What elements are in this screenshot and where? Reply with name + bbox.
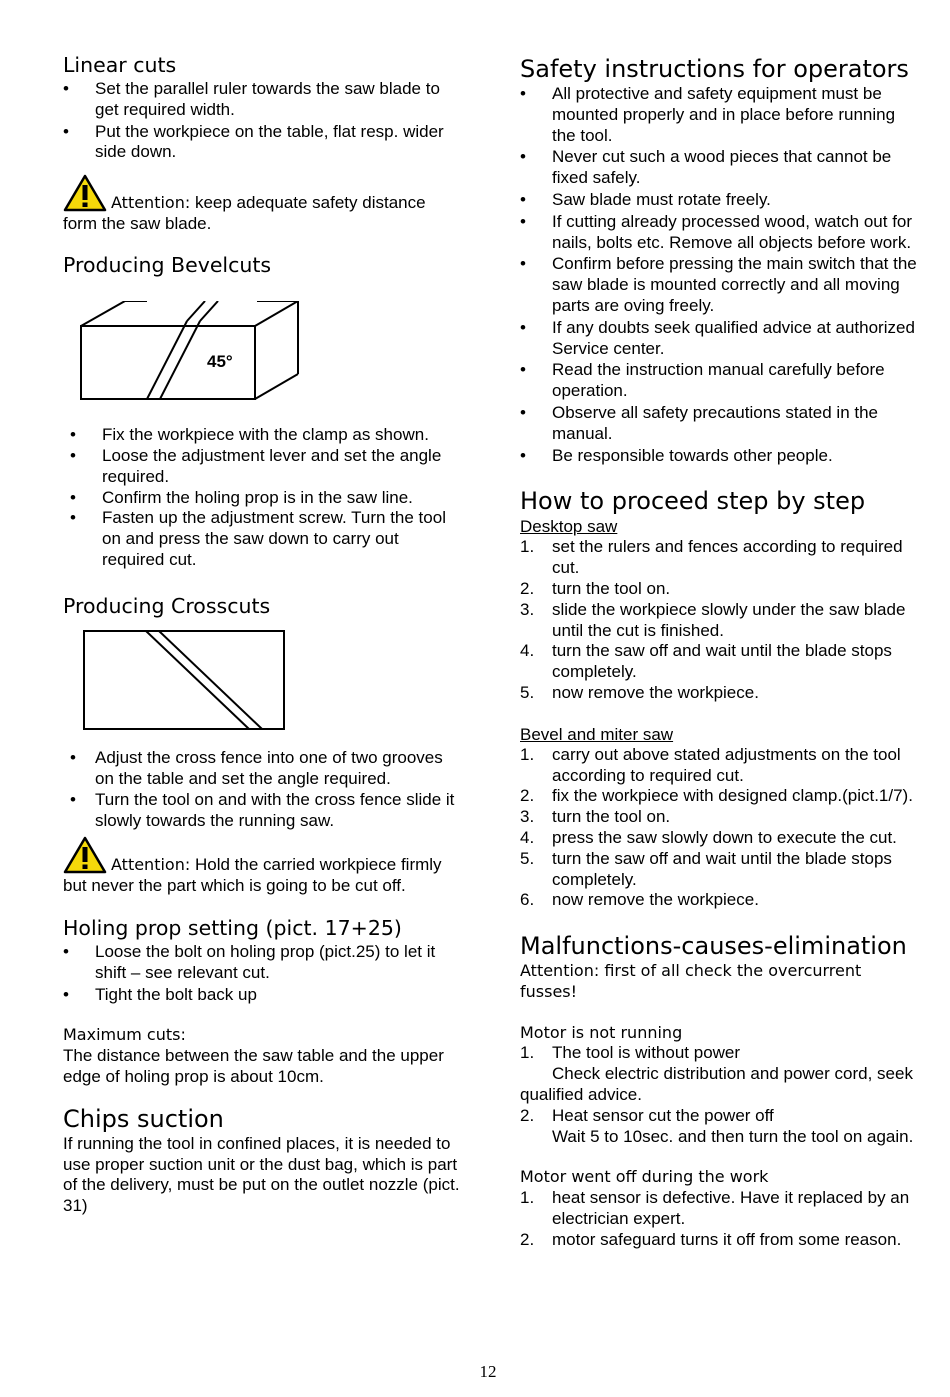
list-item: • Fix the workpiece with the clamp as shown. bbox=[70, 425, 429, 445]
list-item: 1. The tool is without power bbox=[520, 1043, 741, 1063]
list-item: • Set the parallel ruler towards the saw blade to get required width. bbox=[63, 79, 440, 119]
fix-text: Check electric distribution and power cord, seek qualified advice. bbox=[520, 1064, 913, 1105]
motor-went-off-label: Motor went off during the work bbox=[520, 1167, 769, 1187]
malfunctions-heading: Malfunctions-causes-elimination bbox=[520, 932, 907, 961]
step-by-step-heading: How to proceed step by step bbox=[520, 487, 866, 516]
motor-went-off-list bbox=[520, 1188, 920, 1250]
desktop-saw-steps bbox=[520, 537, 920, 703]
list-item: • Adjust the cross fence into one of two grooves on the table and set the angle required. bbox=[70, 747, 443, 788]
maximum-cuts-text: The distance between the saw table and the upper edge of holing prop is about 10cm. bbox=[63, 1046, 444, 1086]
list-item: • Fasten up the adjustment screw. Turn the tool on and press the saw down to carry out required cut. bbox=[70, 508, 446, 569]
crosscuts-warning: Attention: Hold the carried workpiece firmly but never the part which is going to be cut off. bbox=[63, 836, 461, 896]
linear-cuts-heading: Linear cuts bbox=[63, 53, 177, 77]
list-item: • If any doubts seek qualified advice at authorized Service center. bbox=[520, 317, 915, 358]
list-item: • All protective and safety equipment must be mounted properly and in place before running the tool. bbox=[520, 84, 896, 145]
crosscut-diagram bbox=[81, 628, 291, 734]
list-item: 2. Heat sensor cut the power off bbox=[520, 1105, 774, 1125]
list-item: • Turn the tool on and with the cross fence slide it slowly towards the running saw. bbox=[70, 790, 455, 831]
maximum-cuts-label: Maximum cuts: bbox=[63, 1025, 186, 1045]
fix-text: Wait 5 to 10sec. and then turn the tool on again. bbox=[552, 1126, 914, 1146]
list-item: 5. now remove the workpiece. bbox=[520, 682, 759, 702]
list-item: • If cutting already processed wood, watch out for nails, bolts etc. Remove all objects before work. bbox=[520, 211, 913, 252]
list-item: • Confirm the holing prop is in the saw line. bbox=[70, 487, 413, 507]
linear-cuts-list bbox=[63, 79, 461, 163]
list-item: 2. turn the tool on. bbox=[520, 578, 671, 598]
list-item: 4. turn the saw off and wait until the blade stops completely. bbox=[520, 641, 892, 682]
left-column bbox=[63, 52, 461, 1217]
list-item: 1. set the rulers and fences according to required cut. bbox=[520, 537, 903, 578]
list-item: 6. now remove the workpiece. bbox=[520, 890, 759, 910]
list-item: • Put the workpiece on the table, flat resp. wider side down. bbox=[63, 121, 444, 162]
list-item: 3. slide the workpiece slowly under the saw blade until the cut is finished. bbox=[520, 599, 906, 640]
desktop-saw-label: Desktop saw bbox=[520, 517, 618, 537]
crosscuts-list bbox=[63, 748, 461, 832]
holing-prop-list bbox=[63, 942, 461, 1005]
bevelcuts-list bbox=[63, 425, 461, 571]
bevelcuts-heading: Producing Bevelcuts bbox=[63, 253, 272, 278]
bevel-angle-label: 45° bbox=[207, 352, 233, 372]
safety-heading: Safety instructions for operators bbox=[520, 55, 909, 83]
right-column bbox=[520, 54, 920, 1251]
list-item: 1. carry out above stated adjustments on the tool according to required cut. bbox=[520, 744, 901, 785]
bevel-cut-diagram bbox=[77, 301, 337, 411]
safety-list bbox=[520, 84, 920, 466]
list-item: 2. fix the workpiece with designed clamp.(pict.1/7). bbox=[520, 786, 913, 806]
bevel-miter-saw-steps bbox=[520, 745, 920, 911]
chips-suction-heading: Chips suction bbox=[63, 1104, 224, 1133]
list-item: • Tight the bolt back up bbox=[63, 984, 257, 1004]
list-item: • Never cut such a wood pieces that cannot be fixed safely. bbox=[520, 147, 892, 188]
list-item: • Saw blade must rotate freely. bbox=[520, 189, 771, 209]
list-item: • Observe all safety precautions stated in the manual. bbox=[520, 402, 879, 443]
crosscuts-heading: Producing Crosscuts bbox=[63, 593, 271, 618]
list-item: 4. press the saw slowly down to execute the cut. bbox=[520, 827, 897, 847]
list-item: 2. motor safeguard turns it off from some reason. bbox=[520, 1229, 902, 1249]
bevel-miter-saw-label: Bevel and miter saw bbox=[520, 724, 674, 744]
list-item: • Be responsible towards other people. bbox=[520, 445, 833, 465]
malfunctions-attention: Attention: first of all check the overcurrent fusses! bbox=[520, 961, 862, 1001]
list-item: • Read the instruction manual carefully before operation. bbox=[520, 360, 885, 401]
list-item: 3. turn the tool on. bbox=[520, 807, 671, 827]
chips-suction-text: If running the tool in confined places, it is needed to use proper suction unit or the dust bag, which is part of the delivery, must be put on the outlet nozzle (pict. 31) bbox=[63, 1133, 460, 1216]
list-item: • Loose the bolt on holing prop (pict.25) to let it shift – see relevant cut. bbox=[63, 941, 436, 982]
motor-not-running-label: Motor is not running bbox=[520, 1022, 683, 1042]
holing-prop-heading: Holing prop setting (pict. 17+25) bbox=[63, 915, 402, 940]
list-item: • Loose the adjustment lever and set the angle required. bbox=[70, 445, 442, 486]
list-item: 5. turn the saw off and wait until the blade stops completely. bbox=[520, 848, 892, 889]
warning-icon bbox=[63, 174, 107, 212]
warning-icon bbox=[63, 836, 107, 874]
page-number: 12 bbox=[479, 1362, 497, 1381]
list-item: 1. heat sensor is defective. Have it replaced by an electrician expert. bbox=[520, 1188, 910, 1229]
list-item: • Confirm before pressing the main switch that the saw blade is mounted correctly and all moving parts are oving freely. bbox=[520, 254, 917, 315]
linear-warning: Attention: keep adequate safety distance form the saw blade. bbox=[63, 174, 461, 234]
